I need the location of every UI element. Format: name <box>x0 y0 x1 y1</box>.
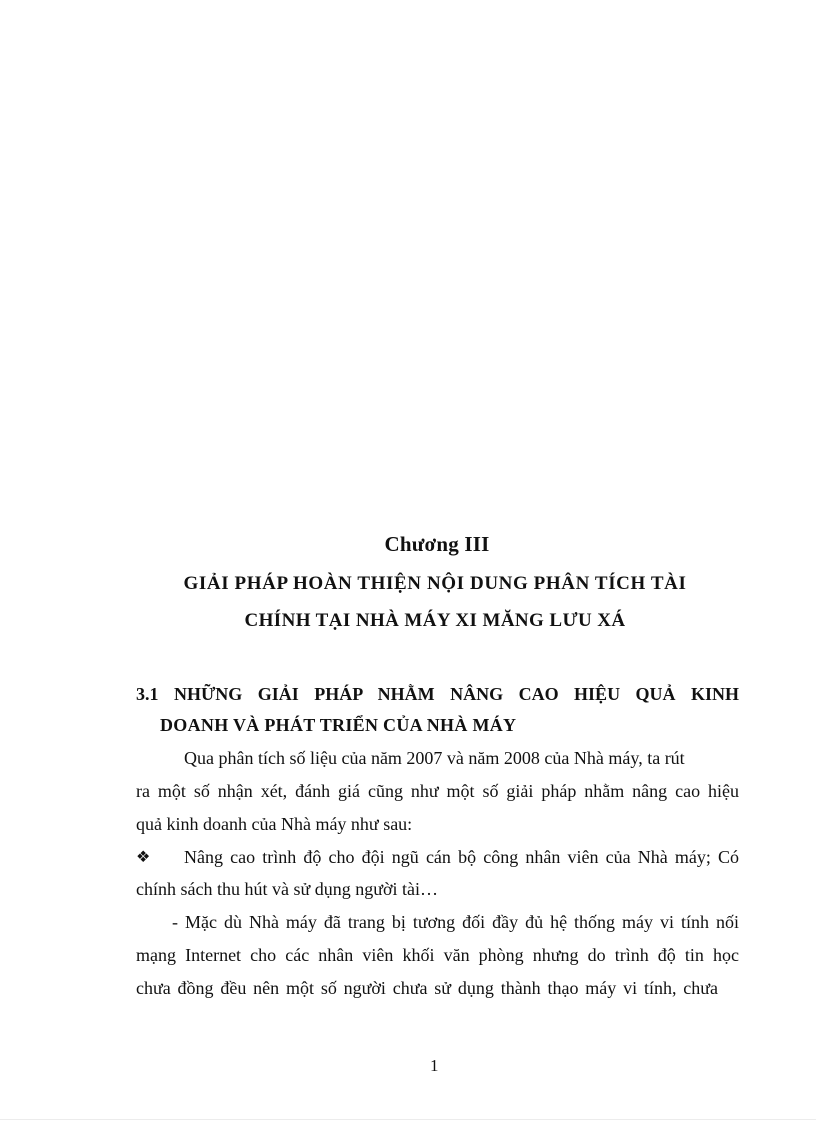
page-bottom-divider <box>0 1119 816 1120</box>
bullet-text-line: chính sách thu hút và sử dụng người tài… <box>136 879 438 899</box>
section-heading-line-2: DOANH VÀ PHÁT TRIỂN CỦA NHÀ MÁY <box>160 715 517 735</box>
paragraph-line: quả kinh doanh của Nhà máy như sau: <box>136 814 413 834</box>
section-heading-line-1: 3.1 NHỮNG GIẢI PHÁP NHẰM NÂNG CAO HIỆU QUẢ KINH <box>136 684 739 704</box>
page-number: 1 <box>430 1056 439 1075</box>
bullet-diamond-icon: ❖ <box>136 849 151 866</box>
paragraph-line: ra một số nhận xét, đánh giá cũng như một số giải pháp nhằm nâng cao hiệu <box>136 781 739 801</box>
chapter-number: Chương III <box>384 532 490 556</box>
paragraph-line: chưa đồng đều nên một số người chưa sử dụng thành thạo máy vi tính, chưa <box>136 978 718 998</box>
paragraph-line: - Mặc dù Nhà máy đã trang bị tương đối đầy đủ hệ thống máy vi tính nối <box>172 912 739 932</box>
paragraph-line: Qua phân tích số liệu của năm 2007 và năm 2008 của Nhà máy, ta rút <box>184 748 685 768</box>
bullet-text-line: Nâng cao trình độ cho đội ngũ cán bộ công nhân viên của Nhà máy; Có <box>184 847 739 867</box>
chapter-title-line-1: GIẢI PHÁP HOÀN THIỆN NỘI DUNG PHÂN TÍCH TÀI <box>183 573 687 594</box>
chapter-title-line-2: CHÍNH TẠI NHÀ MÁY XI MĂNG LƯU XÁ <box>244 610 626 631</box>
paragraph-line: mạng Internet cho các nhân viên khối văn phòng nhưng do trình độ tin học <box>136 945 739 965</box>
